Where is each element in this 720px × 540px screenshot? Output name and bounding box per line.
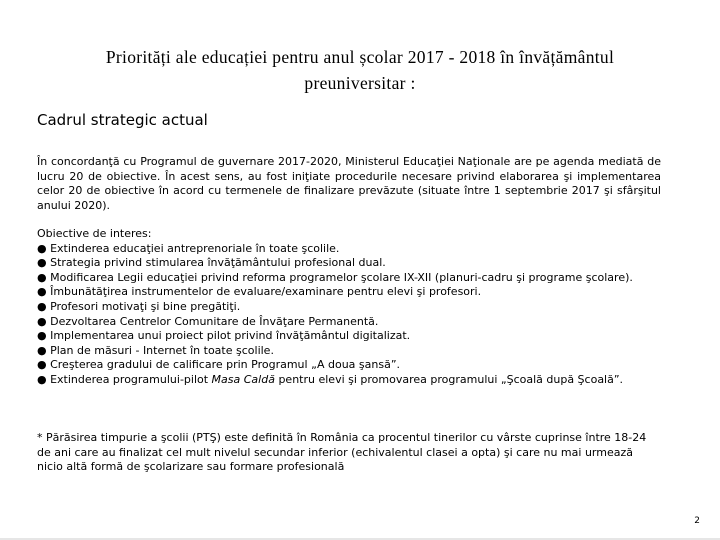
section-subheading: Cadrul strategic actual [37,111,208,129]
objective-item: ● Modificarea Legii educaţiei privind reforma programelor şcolare IX-XII (planuri-cadru şi programe şcolare). [37,270,633,284]
slide-title-line-1: Priorități ale educației pentru anul școlar 2017 - 2018 în învățământul [105,47,615,67]
slide-title-line-2: preuniversitar : [304,73,416,93]
objective-item-last-prefix: ● Extinderea programului-pilot [37,372,212,386]
page-number: 2 [694,516,700,526]
objectives-heading: Obiective de interes: [37,227,152,240]
objective-item: ● Îmbunătăţirea instrumentelor de evaluare/examinare pentru elevi şi profesori. [37,285,482,299]
objective-item: ● Extinderea educaţiei antreprenoriale în toate şcolile. [37,241,340,255]
objective-item: ● Plan de măsuri - Internet în toate şcolile. [37,343,274,357]
objective-item: ● Profesori motivaţi şi bine pregătiţi. [37,299,241,313]
objective-item-last [37,373,661,388]
footnote: * Părăsirea timpurie a şcolii (PTŞ) este definită în România ca procentul tinerilor cu vârste cuprinse între 18-24 de ani care au finalizat cel mult nivelul secundar inferior (echivalentul clasei a opta) şi care nu mai urmează nicio altă formă de şcolarizare sau formare profesională [37,431,647,474]
objectives-block [37,227,661,388]
objective-item: ● Implementarea unui proiect pilot privind învăţământul digitalizat. [37,329,411,343]
objective-item: ● Dezvoltarea Centrelor Comunitare de Învăţare Permanentă. [37,314,379,328]
objective-item: ● Strategia privind stimularea învăţământului profesional dual. [37,256,386,270]
objective-item: ● Creşterea gradului de calificare prin Programul „A doua şansă”. [37,358,401,372]
slide-title [40,44,680,96]
objective-item-last-italic: Masa Caldă [211,372,275,386]
intro-paragraph: În concordanţă cu Programul de guvernare 2017-2020, Ministerul Educaţiei Naţionale are pe agenda mediată de lucru 20 de obiective. În acest sens, au fost iniţiate procedurile necesare privind elaborarea şi implementarea celor 20 de obiective în acord cu termenele de finalizare prevăzute (situate între 1 septembrie 2017 şi sfârşitul anului 2020). [37,155,661,212]
objective-item-last-suffix: pentru elevi şi promovarea programului „Şcoală după Şcoală”. [274,372,624,386]
